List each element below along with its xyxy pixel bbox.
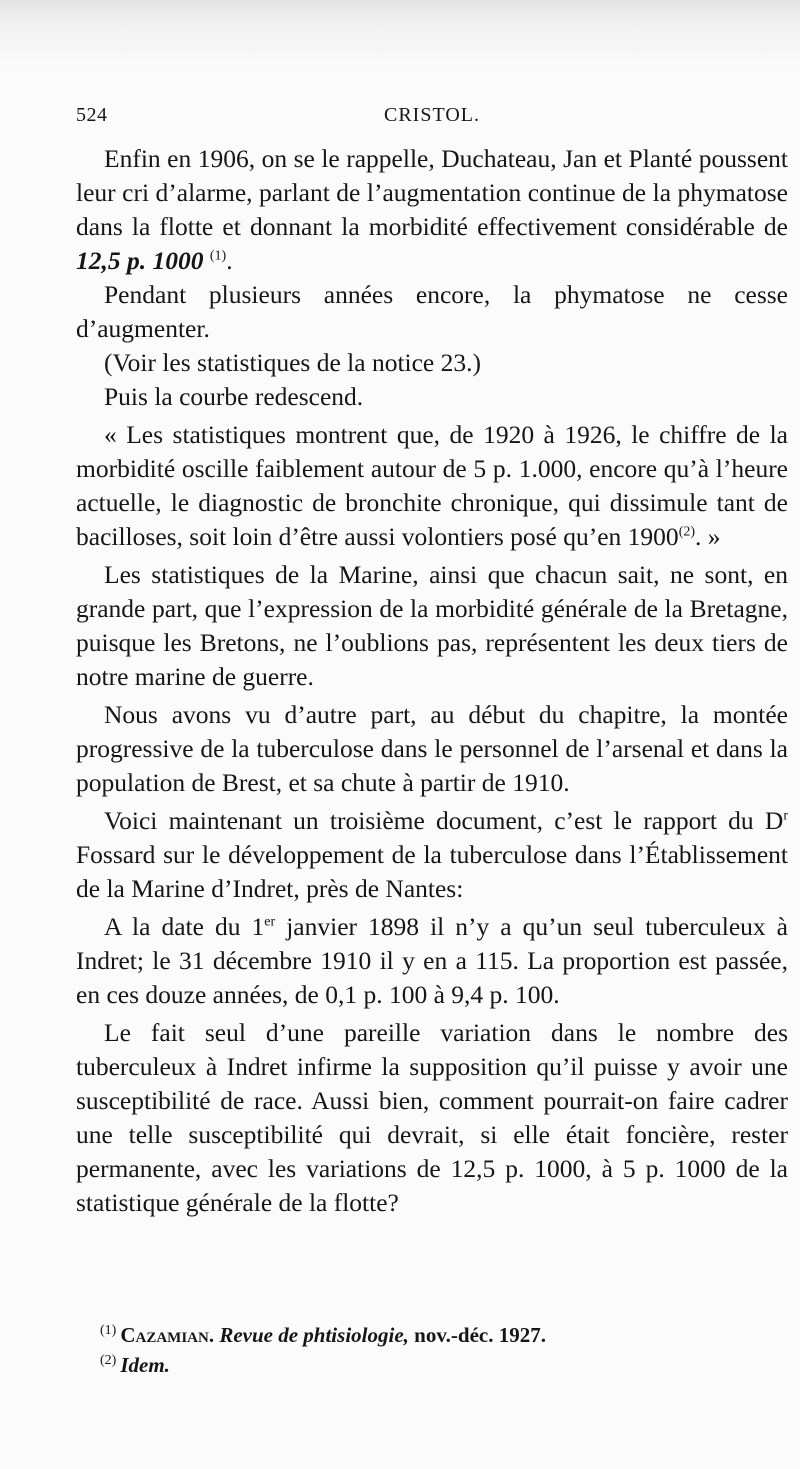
footnote-ref-1: (1) (209, 248, 227, 264)
running-title: CRISTOL. (384, 104, 480, 126)
footnote-ref-2: (2) (678, 524, 696, 540)
paragraph-9 (76, 910, 788, 1012)
ordinal-sup: er (264, 914, 276, 930)
paragraph-1-text: Enfin en 1906, on se le rappelle, Duchateau, Jan et Planté poussent leur cri d’alarme, parlant de l’augmentation continue de la phymatose dans la flotte et donnant la morbidité effectivement considérable de (76, 144, 788, 241)
footnote-mark: (1) (100, 1323, 117, 1338)
footnote-2 (100, 1350, 780, 1380)
main-text (76, 142, 788, 1220)
running-head (76, 104, 788, 134)
page-number: 524 (76, 104, 108, 126)
paragraph-8-text-a: Voici maintenant un troisième document, c’est le rapport du D (104, 806, 784, 835)
footnote-author: Cazamian. (120, 1323, 215, 1347)
doctor-abbrev-sup: r (783, 808, 788, 824)
footnote-journal: Idem. (120, 1353, 170, 1377)
footnote-details: nov.-déc. 1927. (408, 1323, 546, 1347)
footnote-mark: (2) (100, 1353, 117, 1368)
footnote-journal: Revue de phtisiologie, (219, 1323, 409, 1347)
paragraph-2: Pendant plusieurs années encore, la phymatose ne cesse d’augmenter. (76, 280, 788, 343)
footnote-1 (100, 1320, 780, 1350)
footnotes (100, 1320, 780, 1380)
paragraph-3: (Voir les statistiques de la notice 23.) (104, 348, 481, 377)
paragraph-9-text-b: janvier 1898 il n’y a qu’un seul tuberculeux à Indret; le 31 décembre 1910 il y en a 115. La proportion est passée, en ces douze années, de 0,1 p. 100 à 9,4 p. 100. (76, 912, 789, 1009)
paragraph-4: Puis la courbe redescend. (104, 382, 364, 411)
paragraph-1 (76, 142, 788, 278)
morbidity-value: 12,5 p. 1000 (76, 246, 204, 275)
quote-end: . » (695, 522, 721, 551)
paragraph-6: Les statistiques de la Marine, ainsi que chacun sait, ne sont, en grande part, que l’expression de la morbidité générale de la Bretagne, puisque les Bretons, ne l’oublions pas, représentent les deux tiers de notre marine de guerre. (76, 560, 788, 691)
scan-edge-shading (0, 0, 800, 70)
paragraph-1-end: . (226, 246, 233, 275)
quote-text: « Les statistiques montrent que, de 1920 à 1926, le chiffre de la morbidité oscille faiblement autour de 5 p. 1.000, encore qu’à l’heure actuelle, le diagnostic de bronchite chronique, qui dissimule tant de bacilloses, soit loin d’être aussi volontiers posé qu’en 1900 (76, 420, 788, 551)
paragraph-7: Nous avons vu d’autre part, au début du chapitre, la montée progressive de la tuberculose dans le personnel de l’arsenal et dans la population de Brest, et sa chute à partir de 1910. (76, 700, 788, 797)
paragraph-10: Le fait seul d’une pareille variation dans le nombre des tuberculeux à Indret infirme la supposition qu’il puisse y avoir une susceptibilité de race. Aussi bien, comment pourrait-on faire cadrer une telle susceptibilité qui devrait, si elle était foncière, rester permanente, avec les variations de 12,5 p. 1000, à 5 p. 1000 de la statistique générale de la flotte? (76, 1018, 788, 1217)
paragraph-8 (76, 804, 788, 906)
paragraph-9-text-a: A la date du 1 (104, 912, 265, 941)
paragraph-8-text-b: Fossard sur le développement de la tuberculose dans l’Établissement de la Marine d’Indret, près de Nantes: (76, 840, 788, 903)
paragraph-5-quote (76, 418, 788, 554)
